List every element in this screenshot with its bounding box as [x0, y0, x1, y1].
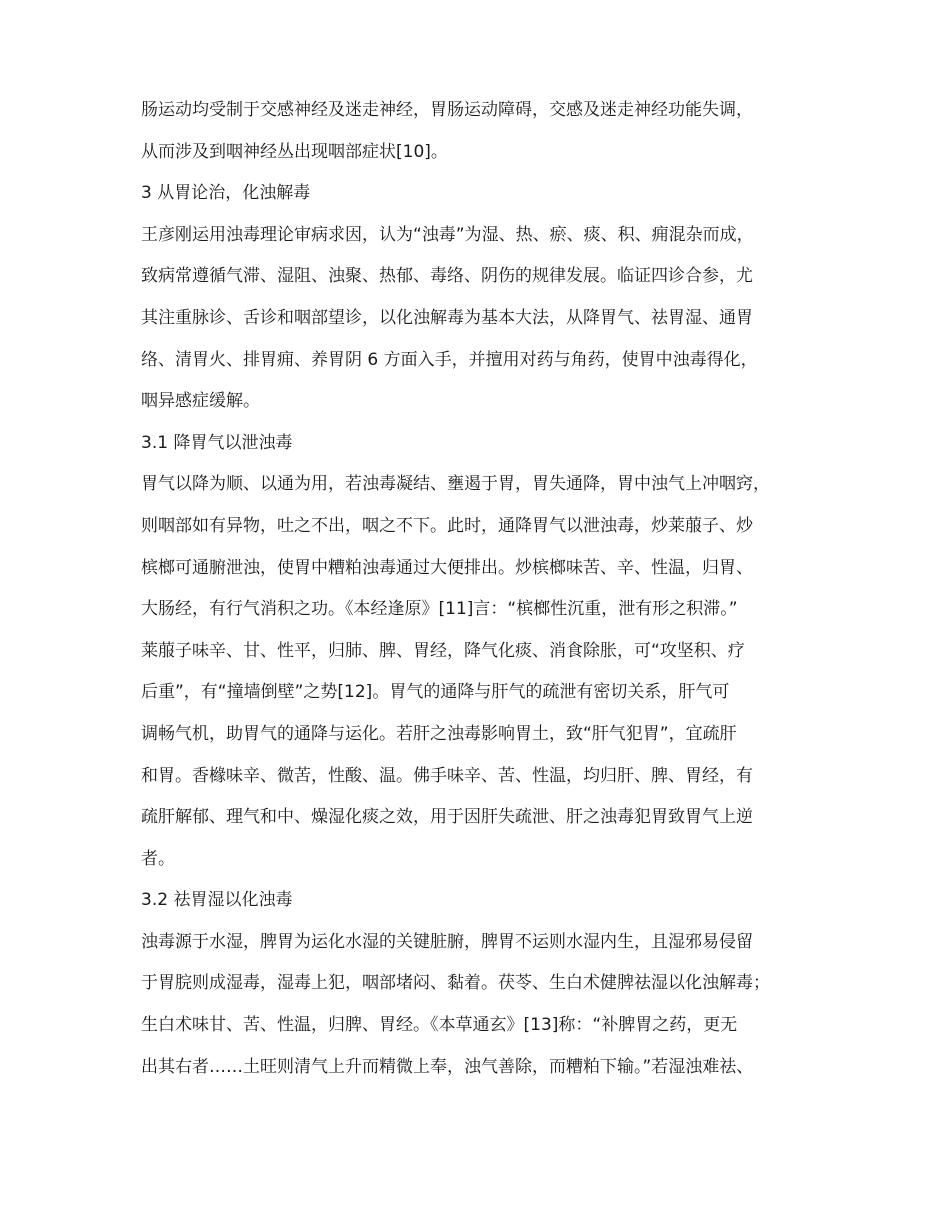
text-line: 疏肝解郁、理气和中、燥湿化痰之效，用于因肝失疏泄、肝之浊毒犯胃致胃气上逆 — [141, 807, 753, 828]
text-line: 从而涉及到咽神经丛出现咽部症状[10]。 — [141, 141, 448, 162]
text-line: 莱菔子味辛、甘、性平，归肺、脾、胃经，降气化痰、消食除胀，可“攻坚积、疗 — [141, 640, 745, 661]
text-line: 于胃脘则成湿毒，湿毒上犯，咽部堵闷、黏着。茯苓、生白术健脾祛湿以化浊解毒； — [141, 973, 770, 994]
text-line: 则咽部如有异物，吐之不出，咽之不下。此时，通降胃气以泄浊毒，炒莱菔子、炒 — [141, 515, 753, 536]
text-line: 其注重脉诊、舌诊和咽部望诊，以化浊解毒为基本大法，从降胃气、祛胃湿、通胃 — [141, 307, 753, 328]
text-line: 生白术味甘、苦、性温，归脾、胃经。《本草通玄》[13]称：“补脾胃之药，更无 — [141, 1015, 738, 1036]
text-line: 者。 — [141, 848, 175, 869]
body-text — [141, 90, 831, 1088]
section-heading: 3 从胃论治，化浊解毒 — [141, 183, 311, 204]
text-line: 大肠经，有行气消积之功。《本经逢原》[11]言：“槟榔性沉重，泄有形之积滞。” — [141, 599, 738, 620]
text-line: 槟榔可通腑泄浊，使胃中糟粕浊毒通过大便排出。炒槟榔味苦、辛、性温，归胃、 — [141, 557, 753, 578]
text-line: 致病常遵循气滞、湿阻、浊聚、热郁、毒络、阴伤的规律发展。临证四诊合参，尤 — [141, 266, 753, 287]
text-line: 王彦刚运用浊毒理论审病求因，认为“浊毒”为湿、热、瘀、痰、积、痈混杂而成， — [141, 224, 754, 245]
text-line: 浊毒源于水湿，脾胃为运化水湿的关键脏腑，脾胃不运则水湿内生，且湿邪易侵留 — [141, 931, 753, 952]
text-line: 咽异感症缓解。 — [141, 391, 260, 412]
text-line: 后重”，有“撞墙倒壁”之势[12]。胃气的通降与肝气的疏泄有密切关系，肝气可 — [141, 682, 730, 703]
text-line: 出其右者……土旺则清气上升而精微上奉，浊气善除，而糟粕下输。”若湿浊难祛、 — [141, 1056, 754, 1077]
text-line: 和胃。香橼味辛、微苦，性酸、温。佛手味辛、苦、性温，均归肝、脾、胃经，有 — [141, 765, 753, 786]
text-line: 肠运动均受制于交感神经及迷走神经，胃肠运动障碍，交感及迷走神经功能失调， — [141, 100, 753, 120]
text-line: 胃气以降为顺、以通为用，若浊毒凝结、壅遏于胃，胃失通降，胃中浊气上冲咽窍， — [141, 474, 770, 495]
subsection-heading: 3.2 祛胃湿以化浊毒 — [141, 890, 293, 911]
subsection-heading: 3.1 降胃气以泄浊毒 — [141, 432, 293, 453]
text-line: 络、清胃火、排胃痈、养胃阴 6 方面入手，并擅用对药与角药，使胃中浊毒得化， — [141, 349, 758, 370]
text-line: 调畅气机，助胃气的通降与运化。若肝之浊毒影响胃土，致“肝气犯胃”，宜疏肝 — [141, 723, 737, 744]
